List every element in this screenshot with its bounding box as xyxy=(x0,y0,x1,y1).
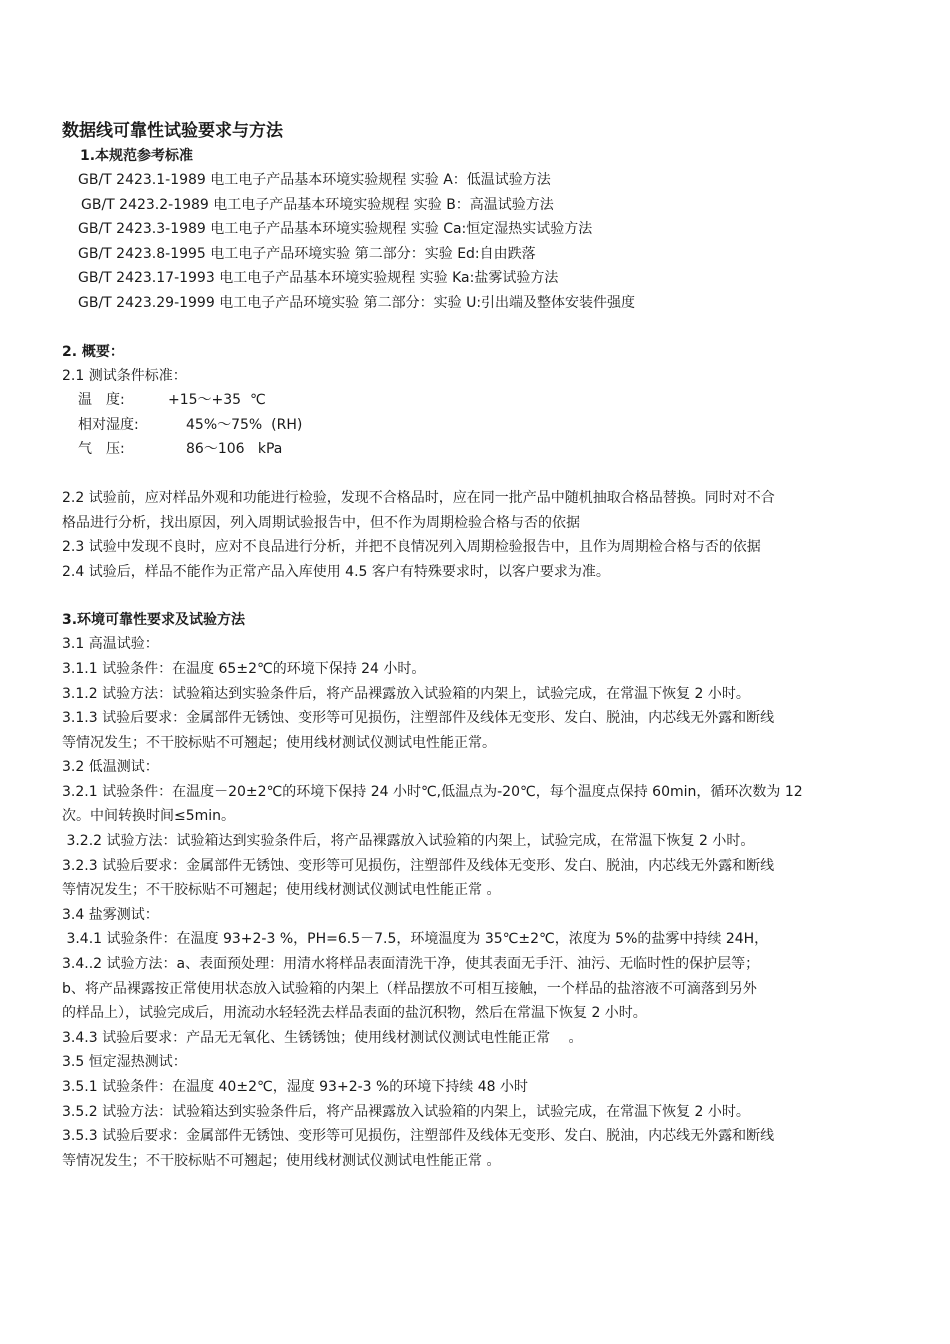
condition-label: 气 压: xyxy=(78,441,125,458)
section3-line: 3.5.1 试验条件：在温度 40±2℃，湿度 93+2-3 %的环境下持续 48 小时 xyxy=(62,1079,529,1095)
section3-line: 次。中间转换时间≤5min。 xyxy=(62,808,236,825)
section3-line: 3.1 高温试验： xyxy=(62,636,159,653)
section3-line: 3.4.1 试验条件：在温度 93+2-3 %，PH=6.5－7.5，环境温度为 35℃±2℃，浓度为 5%的盐雾中持续 24H， xyxy=(62,931,769,948)
section3-line: 3.2.3 试验后要求：金属部件无锈蚀、变形等可见损伤，注塑部件及线体无变形、发白、脱油，内芯线无外露和断线 xyxy=(62,857,775,874)
section3-line: 3.5.3 试验后要求：金属部件无锈蚀、变形等可见损伤，注塑部件及线体无变形、发白、脱油，内芯线无外露和断线 xyxy=(62,1128,775,1145)
section3-line: 等情况发生；不干胶标贴不可翘起；使用线材测试仪测试电性能正常。 xyxy=(62,734,496,751)
section3-body xyxy=(62,632,902,1173)
test-condition-humidity xyxy=(78,413,902,438)
condition-value: +15～+35 ℃ xyxy=(168,392,266,409)
section3-line: 3.2.2 试验方法：试验箱达到实验条件后，将产品裸露放入试验箱的内架上，试验完成，在常温下恢复 2 小时。 xyxy=(62,833,755,850)
section3-line: 3.1.2 试验方法：试验箱达到实验条件后，将产品裸露放入试验箱的内架上，试验完成，在常温下恢复 2 小时。 xyxy=(62,685,750,702)
reference-standard: GB/T 2423.1-1989 电工电子产品基本环境实验规程 实验 A：低温试验方法 xyxy=(78,172,551,188)
paragraph: 2.4 试验后，样品不能作为正常产品入库使用 4.5 客户有特殊要求时，以客户要求为准。 xyxy=(62,563,610,580)
section3-line: 3.4..2 试验方法：a、表面预处理：用清水将样品表面清洗干净，使其表面无手汗、油污、无临时性的保护层等； xyxy=(62,956,760,973)
condition-value: 86～106 kPa xyxy=(186,441,283,458)
reference-standard: GB/T 2423.3-1989 电工电子产品基本环境实验规程 实验 Ca:恒定湿热实试验方法 xyxy=(78,221,593,238)
paragraph: 2.2 试验前，应对样品外观和功能进行检验，发现不合格品时，应在同一批产品中随机抽取合格品替换。同时对不合 xyxy=(62,489,775,506)
reference-standard: GB/T 2423.29-1999 电工电子产品环境实验 第二部分：实验 U:引出端及整体安装件强度 xyxy=(78,294,636,311)
paragraph: 格品进行分析，找出原因，列入周期试验报告中，但不作为周期检验合格与否的依据 xyxy=(62,514,580,531)
reference-standard: GB/T 2423.8-1995 电工电子产品环境实验 第二部分：实验 Ed:自由跌落 xyxy=(78,245,536,262)
section3-line: 3.1.3 试验后要求：金属部件无锈蚀、变形等可见损伤，注塑部件及线体无变形、发白、脱油，内芯线无外露和断线 xyxy=(62,710,775,727)
section3-line: 3.2 低温测试： xyxy=(62,759,159,776)
section3-line: 3.2.1 试验条件：在温度－20±2℃的环境下保持 24 小时℃,低温点为-20℃，每个温度点保持 60min，循环次数为 12 xyxy=(62,783,803,800)
test-condition-pressure xyxy=(78,437,902,462)
condition-label: 温 度: xyxy=(78,392,125,409)
section3-line: 3.4.3 试验后要求：产品无无氧化、生锈锈蚀；使用线材测试仪测试电性能正常 。 xyxy=(62,1029,583,1046)
test-condition-temperature xyxy=(78,388,902,413)
section3-line: 的样品上），试验完成后，用流动水轻轻洗去样品表面的盐沉积物，然后在常温下恢复 2 小时。 xyxy=(62,1005,647,1022)
section2-heading: 2. 概要： xyxy=(62,343,124,360)
paragraph: 2.1 测试条件标准： xyxy=(62,367,187,384)
section3-line: 3.5 恒定湿热测试： xyxy=(62,1054,187,1071)
reference-standard: GB/T 2423.17-1993 电工电子产品基本环境实验规程 实验 Ka:盐雾试验方法 xyxy=(78,270,559,287)
section1-heading: 1.本规范参考标准 xyxy=(80,148,194,164)
document-title: 数据线可靠性试验要求与方法 xyxy=(62,121,283,141)
condition-label: 相对湿度: xyxy=(78,416,139,433)
section3-line: 等情况发生；不干胶标贴不可翘起；使用线材测试仪测试电性能正常 。 xyxy=(62,882,501,899)
section3-line: 3.1.1 试验条件：在温度 65±2℃的环境下保持 24 小时。 xyxy=(62,660,426,677)
section3-line: 等情况发生；不干胶标贴不可翘起；使用线材测试仪测试电性能正常 。 xyxy=(62,1152,501,1169)
section3-line: 3.5.2 试验方法：试验箱达到实验条件后，将产品裸露放入试验箱的内架上，试验完成，在常温下恢复 2 小时。 xyxy=(62,1103,750,1120)
condition-value: 45%～75% (RH) xyxy=(186,416,303,433)
section3-line: b、将产品裸露按正常使用状态放入试验箱的内架上（样品摆放不可相互接触，一个样品的盐溶液不可滴落到另外 xyxy=(62,980,757,997)
reference-standard: GB/T 2423.2-1989 电工电子产品基本环境实验规程 实验 B：高温试验方法 xyxy=(81,196,554,213)
paragraph: 2.3 试验中发现不良时，应对不良品进行分析，并把不良情况列入周期检验报告中，且作为周期检合格与否的依据 xyxy=(62,539,761,556)
document-page xyxy=(62,118,902,1173)
section3-line: 3.4 盐雾测试： xyxy=(62,906,159,923)
section3-heading: 3.环境可靠性要求及试验方法 xyxy=(62,612,246,629)
